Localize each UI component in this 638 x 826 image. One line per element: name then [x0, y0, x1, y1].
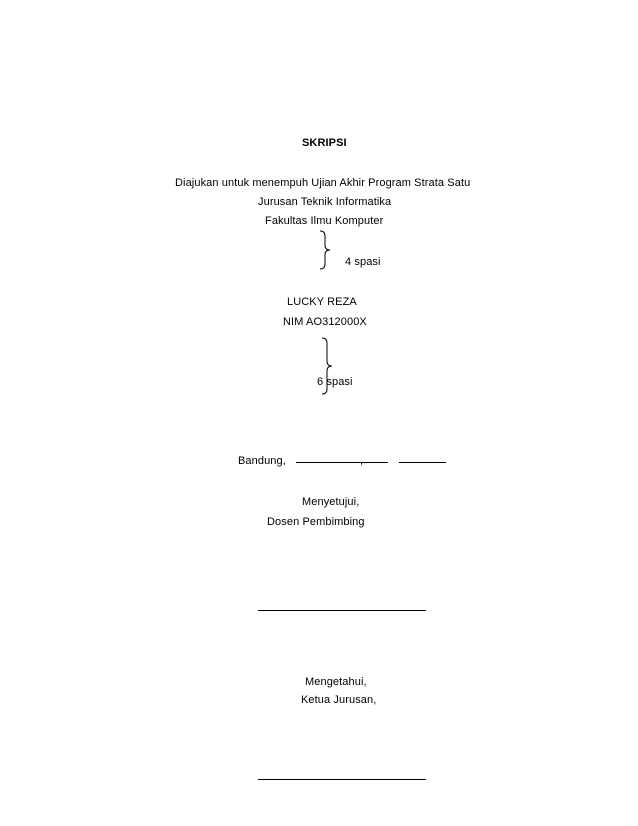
page-title: SKRIPSI	[302, 137, 347, 149]
acknowledgement-label: Mengetahui,	[305, 676, 367, 688]
signature-line-head	[258, 779, 426, 780]
date-label: Bandung,	[238, 455, 286, 467]
author-name: LUCKY REZA	[287, 296, 357, 308]
date-comma: ,	[360, 455, 364, 467]
subtitle-line-1: Diajukan untuk menempuh Ujian Akhir Program Strata Satu	[175, 177, 471, 189]
date-day-month-blank	[296, 462, 388, 463]
subtitle-line-2: Jurusan Teknik Informatika	[258, 196, 392, 208]
subtitle-line-3: Fakultas Ilmu Komputer	[265, 215, 384, 227]
acknowledgement-role: Ketua Jurusan,	[301, 694, 377, 706]
author-nim: NIM AO312000X	[283, 316, 367, 328]
approval-label: Menyetujui,	[302, 496, 360, 508]
right-brace-icon	[318, 230, 332, 270]
date-year-blank	[399, 462, 446, 463]
spacing-note-1: 4 spasi	[345, 256, 381, 268]
approval-role: Dosen Pembimbing	[267, 516, 365, 528]
signature-line-advisor	[258, 610, 426, 611]
spacing-note-2: 6 spasi	[317, 376, 353, 388]
